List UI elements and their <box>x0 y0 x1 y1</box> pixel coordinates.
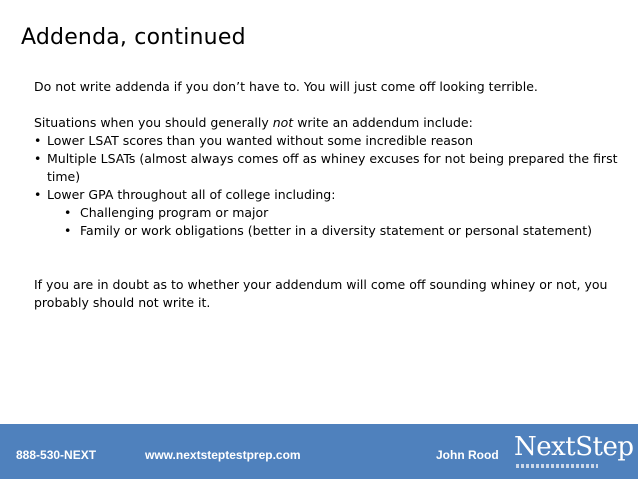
footer-phone: 888-530-NEXT <box>16 448 97 462</box>
logo-wordmark: NextStep <box>514 432 634 462</box>
bullet-item: • Multiple LSATs (almost always comes off as whiney excuses for not being prepared the first time) <box>34 150 624 186</box>
slide-title: Addenda, continued <box>21 25 246 50</box>
footer-website: www.nextsteptestprep.com <box>145 448 301 462</box>
bullet-item: • Lower LSAT scores than you wanted without some incredible reason <box>34 132 624 150</box>
footer-name: John Rood <box>436 448 499 462</box>
bullet-item-label: Lower GPA throughout all of college including: <box>47 187 336 202</box>
sub-bullet-list <box>64 204 624 240</box>
situations-text-before: Situations when you should generally <box>34 115 273 130</box>
sub-bullet-item: • Challenging program or major <box>64 204 624 222</box>
situations-emphasis: not <box>272 115 294 130</box>
bullet-list <box>34 132 624 240</box>
slide-body <box>34 78 624 312</box>
logo-tagline-decoration <box>516 464 598 468</box>
bullet-item-gpa <box>34 186 624 240</box>
situations-lead <box>34 114 624 132</box>
intro-text: Do not write addenda if you don’t have to. You will just come off looking terrible. <box>34 79 538 94</box>
situations-text-after: write an addendum include: <box>293 115 473 130</box>
nextstep-logo <box>514 432 632 472</box>
sub-bullet-item: • Family or work obligations (better in a diversity statement or personal statement) <box>64 222 624 240</box>
closing-text: If you are in doubt as to whether your addendum will come off sounding whiney or not, you probably should not write it. <box>34 277 608 310</box>
